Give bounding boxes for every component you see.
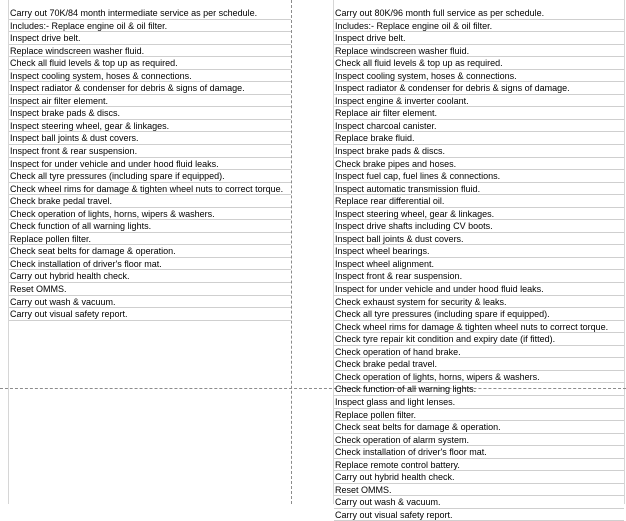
cell-80k-item[interactable]: Check installation of driver's floor mat. [334,446,624,459]
grid-line [624,0,625,504]
cell-70k-item[interactable]: Inspect for under vehicle and under hood fluid leaks. [9,158,291,171]
cell-80k-item[interactable]: Replace remote control battery. [334,459,624,472]
cell-70k-item[interactable]: Replace pollen filter. [9,233,291,246]
cell-80k-item[interactable]: Inspect ball joints & dust covers. [334,233,624,246]
cell-80k-item[interactable]: Includes:- Replace engine oil & oil filter. [334,20,624,33]
cell-70k-item[interactable]: Carry out wash & vacuum. [9,296,291,309]
cell-80k-item[interactable]: Inspect cooling system, hoses & connections. [334,70,624,83]
cell-70k-item[interactable]: Inspect front & rear suspension. [9,145,291,158]
cell-70k-item[interactable]: Inspect radiator & condenser for debris & signs of damage. [9,82,291,95]
cell-80k-item[interactable]: Inspect drive belt. [334,32,624,45]
cell-70k-item[interactable]: Carry out visual safety report. [9,308,291,321]
cell-70k-item[interactable]: Check all tyre pressures (including spare if equipped). [9,170,291,183]
cell-80k-item[interactable]: Reset OMMS. [334,484,624,497]
cell-70k-item[interactable]: Check function of all warning lights. [9,220,291,233]
cell-70k-item[interactable]: Inspect drive belt. [9,32,291,45]
cell-70k-item[interactable]: Replace windscreen washer fluid. [9,45,291,58]
cell-80k-item[interactable]: Inspect steering wheel, gear & linkages. [334,208,624,221]
cell-80k-item[interactable]: Replace windscreen washer fluid. [334,45,624,58]
cell-80k-item[interactable]: Replace brake fluid. [334,132,624,145]
cell-80k-item[interactable]: Check all tyre pressures (including spare if equipped). [334,308,624,321]
page-break-vertical [291,0,292,504]
cell-70k-item[interactable]: Carry out 70K/84 month intermediate service as per schedule. [9,7,291,20]
cell-80k-item[interactable]: Check operation of alarm system. [334,434,624,447]
cell-80k-item[interactable]: Inspect fuel cap, fuel lines & connections. [334,170,624,183]
cell-80k-item[interactable]: Check all fluid levels & top up as required. [334,57,624,70]
service-list-70k [9,7,291,321]
cell-70k-item[interactable]: Check wheel rims for damage & tighten wheel nuts to correct torque. [9,183,291,196]
cell-70k-item[interactable]: Check installation of driver's floor mat. [9,258,291,271]
cell-70k-item[interactable]: Inspect air filter element. [9,95,291,108]
cell-80k-item[interactable]: Inspect wheel bearings. [334,245,624,258]
cell-80k-item[interactable]: Inspect charcoal canister. [334,120,624,133]
cell-70k-item[interactable]: Inspect ball joints & dust covers. [9,132,291,145]
cell-70k-item[interactable]: Carry out hybrid health check. [9,270,291,283]
cell-80k-item[interactable]: Inspect glass and light lenses. [334,396,624,409]
cell-80k-item[interactable]: Check tyre repair kit condition and expiry date (if fitted). [334,333,624,346]
cell-80k-item[interactable]: Replace air filter element. [334,107,624,120]
cell-80k-item[interactable]: Replace rear differential oil. [334,195,624,208]
service-list-80k [334,7,624,521]
cell-70k-item[interactable]: Check brake pedal travel. [9,195,291,208]
cell-70k-item[interactable]: Check seat belts for damage & operation. [9,245,291,258]
cell-80k-item[interactable]: Inspect front & rear suspension. [334,270,624,283]
cell-80k-item[interactable]: Check brake pipes and hoses. [334,158,624,171]
cell-70k-item[interactable]: Inspect brake pads & discs. [9,107,291,120]
cell-70k-item[interactable]: Check all fluid levels & top up as required. [9,57,291,70]
cell-80k-item[interactable]: Inspect brake pads & discs. [334,145,624,158]
cell-80k-item[interactable]: Inspect automatic transmission fluid. [334,183,624,196]
cell-80k-item[interactable]: Carry out 80K/96 month full service as per schedule. [334,7,624,20]
cell-70k-item[interactable]: Reset OMMS. [9,283,291,296]
cell-70k-item[interactable]: Inspect cooling system, hoses & connections. [9,70,291,83]
cell-80k-item[interactable]: Inspect drive shafts including CV boots. [334,220,624,233]
cell-80k-item[interactable]: Inspect radiator & condenser for debris & signs of damage. [334,82,624,95]
cell-80k-item[interactable]: Check operation of hand brake. [334,346,624,359]
cell-80k-item[interactable]: Inspect for under vehicle and under hood fluid leaks. [334,283,624,296]
cell-80k-item[interactable]: Carry out visual safety report. [334,509,624,521]
cell-80k-item[interactable]: Carry out wash & vacuum. [334,496,624,509]
cell-80k-item[interactable]: Check exhaust system for security & leaks. [334,296,624,309]
cell-80k-item[interactable]: Check wheel rims for damage & tighten wheel nuts to correct torque. [334,321,624,334]
cell-70k-item[interactable]: Check operation of lights, horns, wipers & washers. [9,208,291,221]
cell-70k-item[interactable]: Inspect steering wheel, gear & linkages. [9,120,291,133]
cell-80k-item[interactable]: Carry out hybrid health check. [334,471,624,484]
cell-70k-item[interactable]: Includes:- Replace engine oil & oil filter. [9,20,291,33]
cell-80k-item[interactable]: Replace pollen filter. [334,409,624,422]
cell-80k-item[interactable]: Check function of all warning lights. [334,383,624,396]
cell-80k-item[interactable]: Check operation of lights, horns, wipers & washers. [334,371,624,384]
cell-80k-item[interactable]: Inspect wheel alignment. [334,258,624,271]
cell-80k-item[interactable]: Check seat belts for damage & operation. [334,421,624,434]
cell-80k-item[interactable]: Check brake pedal travel. [334,358,624,371]
cell-80k-item[interactable]: Inspect engine & inverter coolant. [334,95,624,108]
